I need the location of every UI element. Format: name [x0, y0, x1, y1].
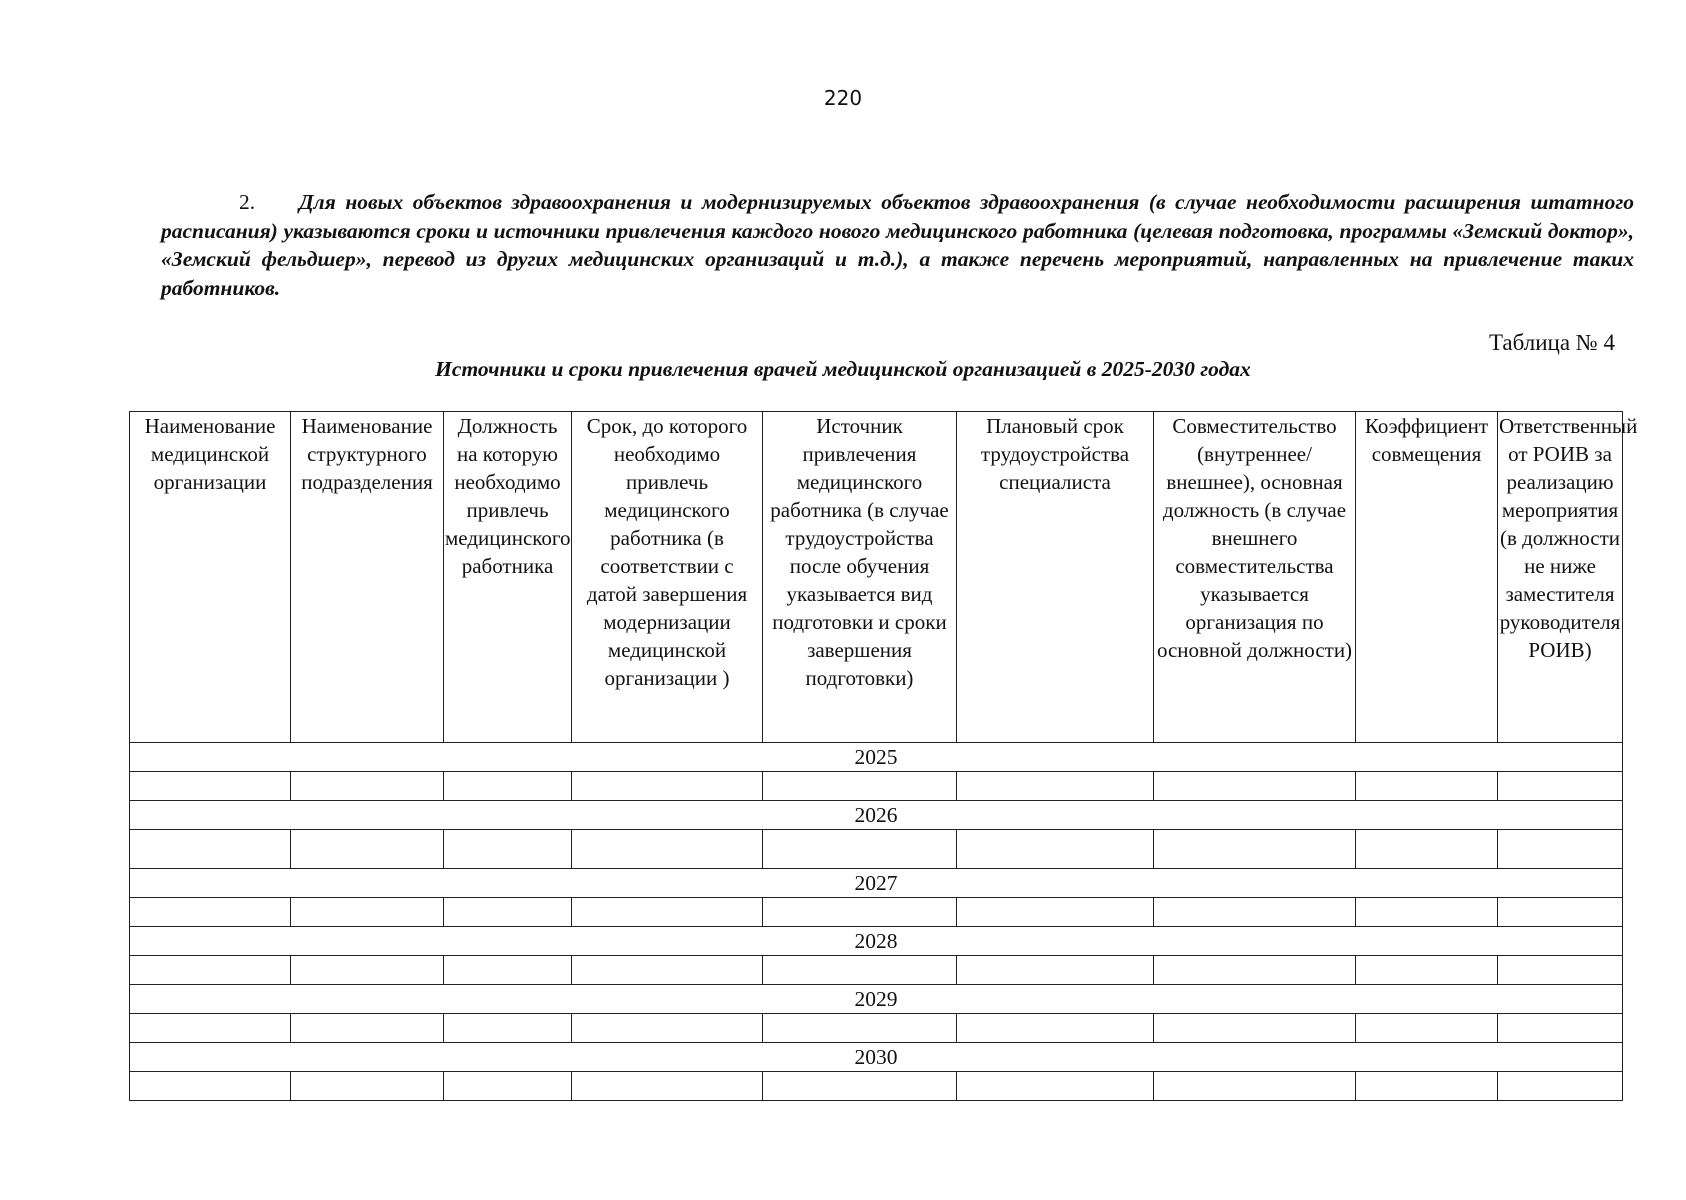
table-cell[interactable]: [572, 898, 763, 927]
column-header: Должность на которую необходимо привлечь медицинского работника: [444, 412, 572, 743]
table-cell[interactable]: [444, 1072, 572, 1101]
table-cell[interactable]: [763, 830, 957, 869]
year-row: [130, 801, 1623, 830]
column-header: Источник привлечения медицинского работника (в случае трудоустройства после обучения указывается вид подготовки и сроки завершения подготовки): [763, 412, 957, 743]
table-cell[interactable]: [572, 772, 763, 801]
table-cell[interactable]: [957, 772, 1154, 801]
table-cell[interactable]: [763, 956, 957, 985]
table-cell[interactable]: [763, 898, 957, 927]
table-cell[interactable]: [957, 956, 1154, 985]
table-cell[interactable]: [957, 1072, 1154, 1101]
table-cell[interactable]: [1498, 830, 1623, 869]
header-row: [130, 412, 1623, 743]
year-cell: 2027: [130, 869, 1623, 898]
table-cell[interactable]: [130, 772, 291, 801]
page-number: 220: [823, 86, 863, 110]
column-header: Срок, до которого необходимо привлечь медицинского работника (в соответствии с датой завершения модернизации медицинской организации ): [572, 412, 763, 743]
column-header: Наименование медицинской организации: [130, 412, 291, 743]
year-cell: 2025: [130, 743, 1623, 772]
table-cell[interactable]: [130, 1072, 291, 1101]
table-cell[interactable]: [1498, 1014, 1623, 1043]
table-cell[interactable]: [1154, 1014, 1356, 1043]
year-row: [130, 869, 1623, 898]
table-number: Таблица № 4: [1488, 330, 1615, 355]
intro-paragraph: [161, 188, 1634, 302]
year-cell: 2030: [130, 1043, 1623, 1072]
column-header: Ответственный от РОИВ за реализацию мероприятия (в должности не ниже заместителя руководителя РОИВ): [1498, 412, 1623, 743]
table-row: [130, 1072, 1623, 1101]
column-header: Плановый срок трудоустройства специалиста: [957, 412, 1154, 743]
table-row: [130, 772, 1623, 801]
table-cell[interactable]: [957, 830, 1154, 869]
table-row: [130, 1014, 1623, 1043]
table-cell[interactable]: [130, 830, 291, 869]
column-header: Наименование структурного подразделения: [291, 412, 444, 743]
table-cell[interactable]: [1356, 956, 1498, 985]
table-cell[interactable]: [1154, 772, 1356, 801]
table-row: [130, 956, 1623, 985]
recruitment-table: [129, 411, 1638, 1101]
table-cell[interactable]: [1498, 956, 1623, 985]
table-cell[interactable]: [291, 1014, 444, 1043]
table-cell[interactable]: [444, 1014, 572, 1043]
year-row: [130, 927, 1623, 956]
table-cell[interactable]: [444, 772, 572, 801]
table-cell[interactable]: [957, 1014, 1154, 1043]
table-cell[interactable]: [444, 956, 572, 985]
year-row: [130, 1043, 1623, 1072]
table-cell[interactable]: [1498, 772, 1623, 801]
intro-item-number: 2.: [239, 190, 256, 214]
table-cell[interactable]: [444, 898, 572, 927]
table-cell[interactable]: [572, 830, 763, 869]
table-cell[interactable]: [1154, 830, 1356, 869]
table-cell[interactable]: [291, 830, 444, 869]
intro-text: Для новых объектов здравоохранения и модернизируемых объектов здравоохранения (в случае необходимости расширения штатного расписания) указываются сроки и источники привлечения каждого нового медицинского работника (целевая подготовка, программы «Земский доктор», «Земский фельдшер», перевод из других медицинских организаций и т.д.), а также перечень мероприятий, направленных на привлечение таких работников.: [161, 190, 1634, 300]
year-cell: 2026: [130, 801, 1623, 830]
table-cell[interactable]: [572, 956, 763, 985]
column-header: Коэффициент совмещения: [1356, 412, 1498, 743]
table-cell[interactable]: [1154, 956, 1356, 985]
table-cell[interactable]: [763, 1014, 957, 1043]
table-cell[interactable]: [1356, 898, 1498, 927]
table-cell[interactable]: [1154, 898, 1356, 927]
table-cell[interactable]: [130, 1014, 291, 1043]
table-cell[interactable]: [291, 898, 444, 927]
table-cell[interactable]: [1356, 830, 1498, 869]
table-cell[interactable]: [291, 772, 444, 801]
table-cell[interactable]: [291, 956, 444, 985]
year-cell: 2028: [130, 927, 1623, 956]
table-cell[interactable]: [572, 1072, 763, 1101]
table-cell[interactable]: [1498, 1072, 1623, 1101]
table-cell[interactable]: [444, 830, 572, 869]
table-title: Источники и сроки привлечения врачей медицинской организацией в 2025-2030 годах: [435, 357, 1251, 381]
table-row: [130, 898, 1623, 927]
table-cell[interactable]: [1356, 1014, 1498, 1043]
column-header: Совместительство (внутреннее/внешнее), основная должность (в случае внешнего совместительства указывается организация по основной должности): [1154, 412, 1356, 743]
table-row: [130, 830, 1623, 869]
table-cell[interactable]: [291, 1072, 444, 1101]
table-cell[interactable]: [763, 1072, 957, 1101]
table-cell[interactable]: [1356, 1072, 1498, 1101]
year-row: [130, 985, 1623, 1014]
table-cell[interactable]: [130, 956, 291, 985]
table-cell[interactable]: [1356, 772, 1498, 801]
table-cell[interactable]: [1498, 898, 1623, 927]
table-cell[interactable]: [957, 898, 1154, 927]
table-cell[interactable]: [763, 772, 957, 801]
year-row: [130, 743, 1623, 772]
table-cell[interactable]: [572, 1014, 763, 1043]
year-cell: 2029: [130, 985, 1623, 1014]
table-cell[interactable]: [130, 898, 291, 927]
table-cell[interactable]: [1154, 1072, 1356, 1101]
